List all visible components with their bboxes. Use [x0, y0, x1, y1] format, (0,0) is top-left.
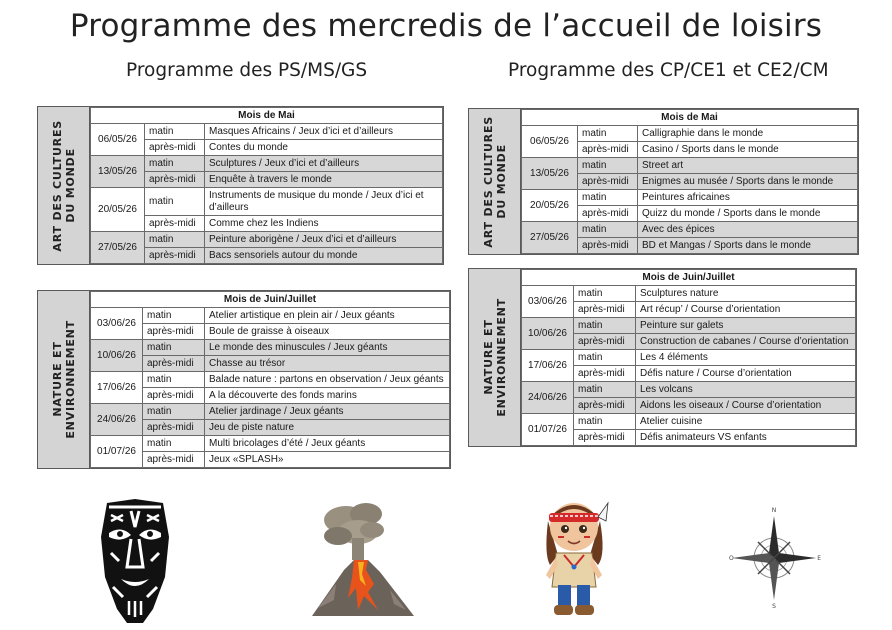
theme-label-line: NATURE ET	[481, 319, 495, 396]
theme-sidebar	[469, 109, 521, 254]
table-row	[91, 188, 443, 216]
date-cell: 13/05/26	[522, 158, 578, 190]
table-row	[522, 350, 856, 366]
table-row	[91, 404, 450, 420]
volcano-image	[308, 500, 418, 620]
slot-cell: après-midi	[143, 452, 205, 468]
slot-cell: matin	[578, 158, 638, 174]
activity-cell: Peinture sur galets	[636, 318, 856, 334]
activity-cell: Atelier jardinage / Jeux géants	[205, 404, 450, 420]
theme-label-line: ENVIRONNEMENT	[63, 320, 77, 439]
month-header: Mois de Juin/Juillet	[91, 292, 450, 308]
table-row	[91, 356, 450, 372]
table-row	[91, 420, 450, 436]
slot-cell: matin	[145, 232, 205, 248]
activity-cell: Le monde des minuscules / Jeux géants	[205, 340, 450, 356]
activity-cell: Sculptures / Jeux d’ici et d’ailleurs	[205, 156, 443, 172]
slot-cell: matin	[578, 126, 638, 142]
slot-cell: matin	[578, 222, 638, 238]
date-cell: 17/06/26	[91, 372, 143, 404]
date-cell: 03/06/26	[522, 286, 574, 318]
page-title: Programme des mercredis de l’accueil de loisirs	[69, 8, 823, 44]
activity-cell: Les 4 éléments	[636, 350, 856, 366]
month-header: Mois de Mai	[522, 110, 858, 126]
slot-cell: après-midi	[145, 140, 205, 156]
schedule-table	[521, 269, 856, 446]
table-row	[91, 452, 450, 468]
date-cell: 27/05/26	[522, 222, 578, 254]
activity-cell: Casino / Sports dans le monde	[638, 142, 858, 158]
table-row	[91, 388, 450, 404]
month-header: Mois de Mai	[91, 108, 443, 124]
activity-cell: Peinture aborigène / Jeux d’ici et d’ailleurs	[205, 232, 443, 248]
table-row	[522, 222, 858, 238]
theme-label-line: NATURE ET	[50, 341, 64, 418]
activity-cell: Bacs sensoriels autour du monde	[205, 248, 443, 264]
activity-cell: Calligraphie dans le monde	[638, 126, 858, 142]
slot-cell: après-midi	[145, 248, 205, 264]
theme-sidebar	[469, 269, 521, 446]
african-mask-image	[95, 497, 175, 625]
activity-cell: Atelier cuisine	[636, 414, 856, 430]
schedule-table	[90, 291, 450, 468]
theme-label	[51, 320, 77, 439]
theme-sidebar	[38, 107, 90, 264]
slot-cell: matin	[578, 190, 638, 206]
month-header: Mois de Juin/Juillet	[522, 270, 856, 286]
activity-cell: Masques Africains / Jeux d’ici et d’ailleurs	[205, 124, 443, 140]
date-cell: 24/06/26	[522, 382, 574, 414]
table-row	[522, 126, 858, 142]
slot-cell: après-midi	[574, 430, 636, 446]
activity-cell: Boule de graisse à oiseaux	[205, 324, 450, 340]
compass-e-label: E	[817, 555, 821, 562]
left-art-schedule	[37, 106, 444, 265]
theme-label	[482, 298, 508, 417]
activity-cell: Défis nature / Course d’orientation	[636, 366, 856, 382]
activity-cell: Enquête à travers le monde	[205, 172, 443, 188]
activity-cell: Enigmes au musée / Sports dans le monde	[638, 174, 858, 190]
activity-cell: Instruments de musique du monde / Jeux d’ici et d’ailleurs	[205, 188, 443, 216]
activity-cell: Construction de cabanes / Course d’orientation	[636, 334, 856, 350]
date-cell: 17/06/26	[522, 350, 574, 382]
activity-cell: Défis animateurs VS enfants	[636, 430, 856, 446]
date-cell: 01/07/26	[522, 414, 574, 446]
slot-cell: matin	[145, 156, 205, 172]
activity-cell: Chasse au trésor	[205, 356, 450, 372]
date-cell: 10/06/26	[522, 318, 574, 350]
table-row	[91, 308, 450, 324]
theme-label-line: ART DES CULTURES	[50, 119, 64, 252]
activity-cell: Art récup’ / Course d’orientation	[636, 302, 856, 318]
slot-cell: matin	[143, 372, 205, 388]
left-heading: Programme des PS/MS/GS	[126, 60, 368, 81]
theme-label-line: ENVIRONNEMENT	[494, 298, 508, 417]
date-cell: 01/07/26	[91, 436, 143, 468]
slot-cell: matin	[143, 308, 205, 324]
slot-cell: après-midi	[145, 216, 205, 232]
indian-child-image	[534, 495, 614, 623]
activity-cell: Street art	[638, 158, 858, 174]
slot-cell: matin	[143, 340, 205, 356]
theme-label-line: ART DES CULTURES	[481, 115, 495, 248]
slot-cell: matin	[145, 188, 205, 216]
slot-cell: après-midi	[574, 302, 636, 318]
table-row	[522, 414, 856, 430]
compass-n-label: N	[771, 507, 777, 514]
slot-cell: matin	[574, 318, 636, 334]
table-row	[522, 158, 858, 174]
slot-cell: après-midi	[145, 172, 205, 188]
date-cell: 27/05/26	[91, 232, 145, 264]
schedule-table	[521, 109, 858, 254]
date-cell: 10/06/26	[91, 340, 143, 372]
activity-cell: Aidons les oiseaux / Course d’orientation	[636, 398, 856, 414]
date-cell: 06/05/26	[91, 124, 145, 156]
table-row	[522, 318, 856, 334]
activity-cell: Peintures africaines	[638, 190, 858, 206]
slot-cell: après-midi	[143, 388, 205, 404]
date-cell: 13/05/26	[91, 156, 145, 188]
slot-cell: matin	[574, 350, 636, 366]
table-row	[91, 340, 450, 356]
slot-cell: après-midi	[574, 334, 636, 350]
slot-cell: après-midi	[578, 142, 638, 158]
right-nature-schedule	[468, 268, 857, 447]
compass-rose-image	[728, 506, 823, 610]
theme-label-line: DU MONDE	[494, 144, 508, 219]
activity-cell: Multi bricolages d’été / Jeux géants	[205, 436, 450, 452]
slot-cell: matin	[143, 404, 205, 420]
right-art-schedule	[468, 108, 859, 255]
slot-cell: après-midi	[574, 366, 636, 382]
table-row	[91, 124, 443, 140]
activity-cell: A la découverte des fonds marins	[205, 388, 450, 404]
date-cell: 20/05/26	[91, 188, 145, 232]
table-row	[522, 382, 856, 398]
slot-cell: après-midi	[143, 420, 205, 436]
compass-s-label: S	[772, 603, 776, 610]
activity-cell: Atelier artistique en plein air / Jeux géants	[205, 308, 450, 324]
table-row	[91, 436, 450, 452]
theme-label	[51, 120, 77, 252]
activity-cell: Sculptures nature	[636, 286, 856, 302]
slot-cell: matin	[145, 124, 205, 140]
slot-cell: après-midi	[578, 238, 638, 254]
date-cell: 06/05/26	[522, 126, 578, 158]
table-row	[91, 324, 450, 340]
table-row	[91, 156, 443, 172]
left-nature-schedule	[37, 290, 451, 469]
activity-cell: Avec des épices	[638, 222, 858, 238]
activity-cell: Comme chez les Indiens	[205, 216, 443, 232]
slot-cell: matin	[574, 382, 636, 398]
table-row	[522, 286, 856, 302]
theme-label	[482, 116, 508, 248]
activity-cell: Balade nature : partons en observation / Jeux géants	[205, 372, 450, 388]
theme-label-line: DU MONDE	[63, 148, 77, 223]
slot-cell: après-midi	[143, 324, 205, 340]
slot-cell: après-midi	[578, 206, 638, 222]
activity-cell: BD et Mangas / Sports dans le monde	[638, 238, 858, 254]
right-heading: Programme des CP/CE1 et CE2/CM	[508, 60, 829, 81]
table-row	[522, 190, 858, 206]
slot-cell: matin	[574, 414, 636, 430]
table-row	[91, 232, 443, 248]
slot-cell: après-midi	[578, 174, 638, 190]
date-cell: 20/05/26	[522, 190, 578, 222]
date-cell: 03/06/26	[91, 308, 143, 340]
slot-cell: après-midi	[143, 356, 205, 372]
activity-cell: Jeu de piste nature	[205, 420, 450, 436]
activity-cell: Quizz du monde / Sports dans le monde	[638, 206, 858, 222]
slot-cell: matin	[143, 436, 205, 452]
compass-o-label: O	[729, 555, 734, 562]
activity-cell: Les volcans	[636, 382, 856, 398]
activity-cell: Jeux «SPLASH»	[205, 452, 450, 468]
activity-cell: Contes du monde	[205, 140, 443, 156]
schedule-table	[90, 107, 443, 264]
theme-sidebar	[38, 291, 90, 468]
table-row	[91, 372, 450, 388]
slot-cell: après-midi	[574, 398, 636, 414]
date-cell: 24/06/26	[91, 404, 143, 436]
slot-cell: matin	[574, 286, 636, 302]
